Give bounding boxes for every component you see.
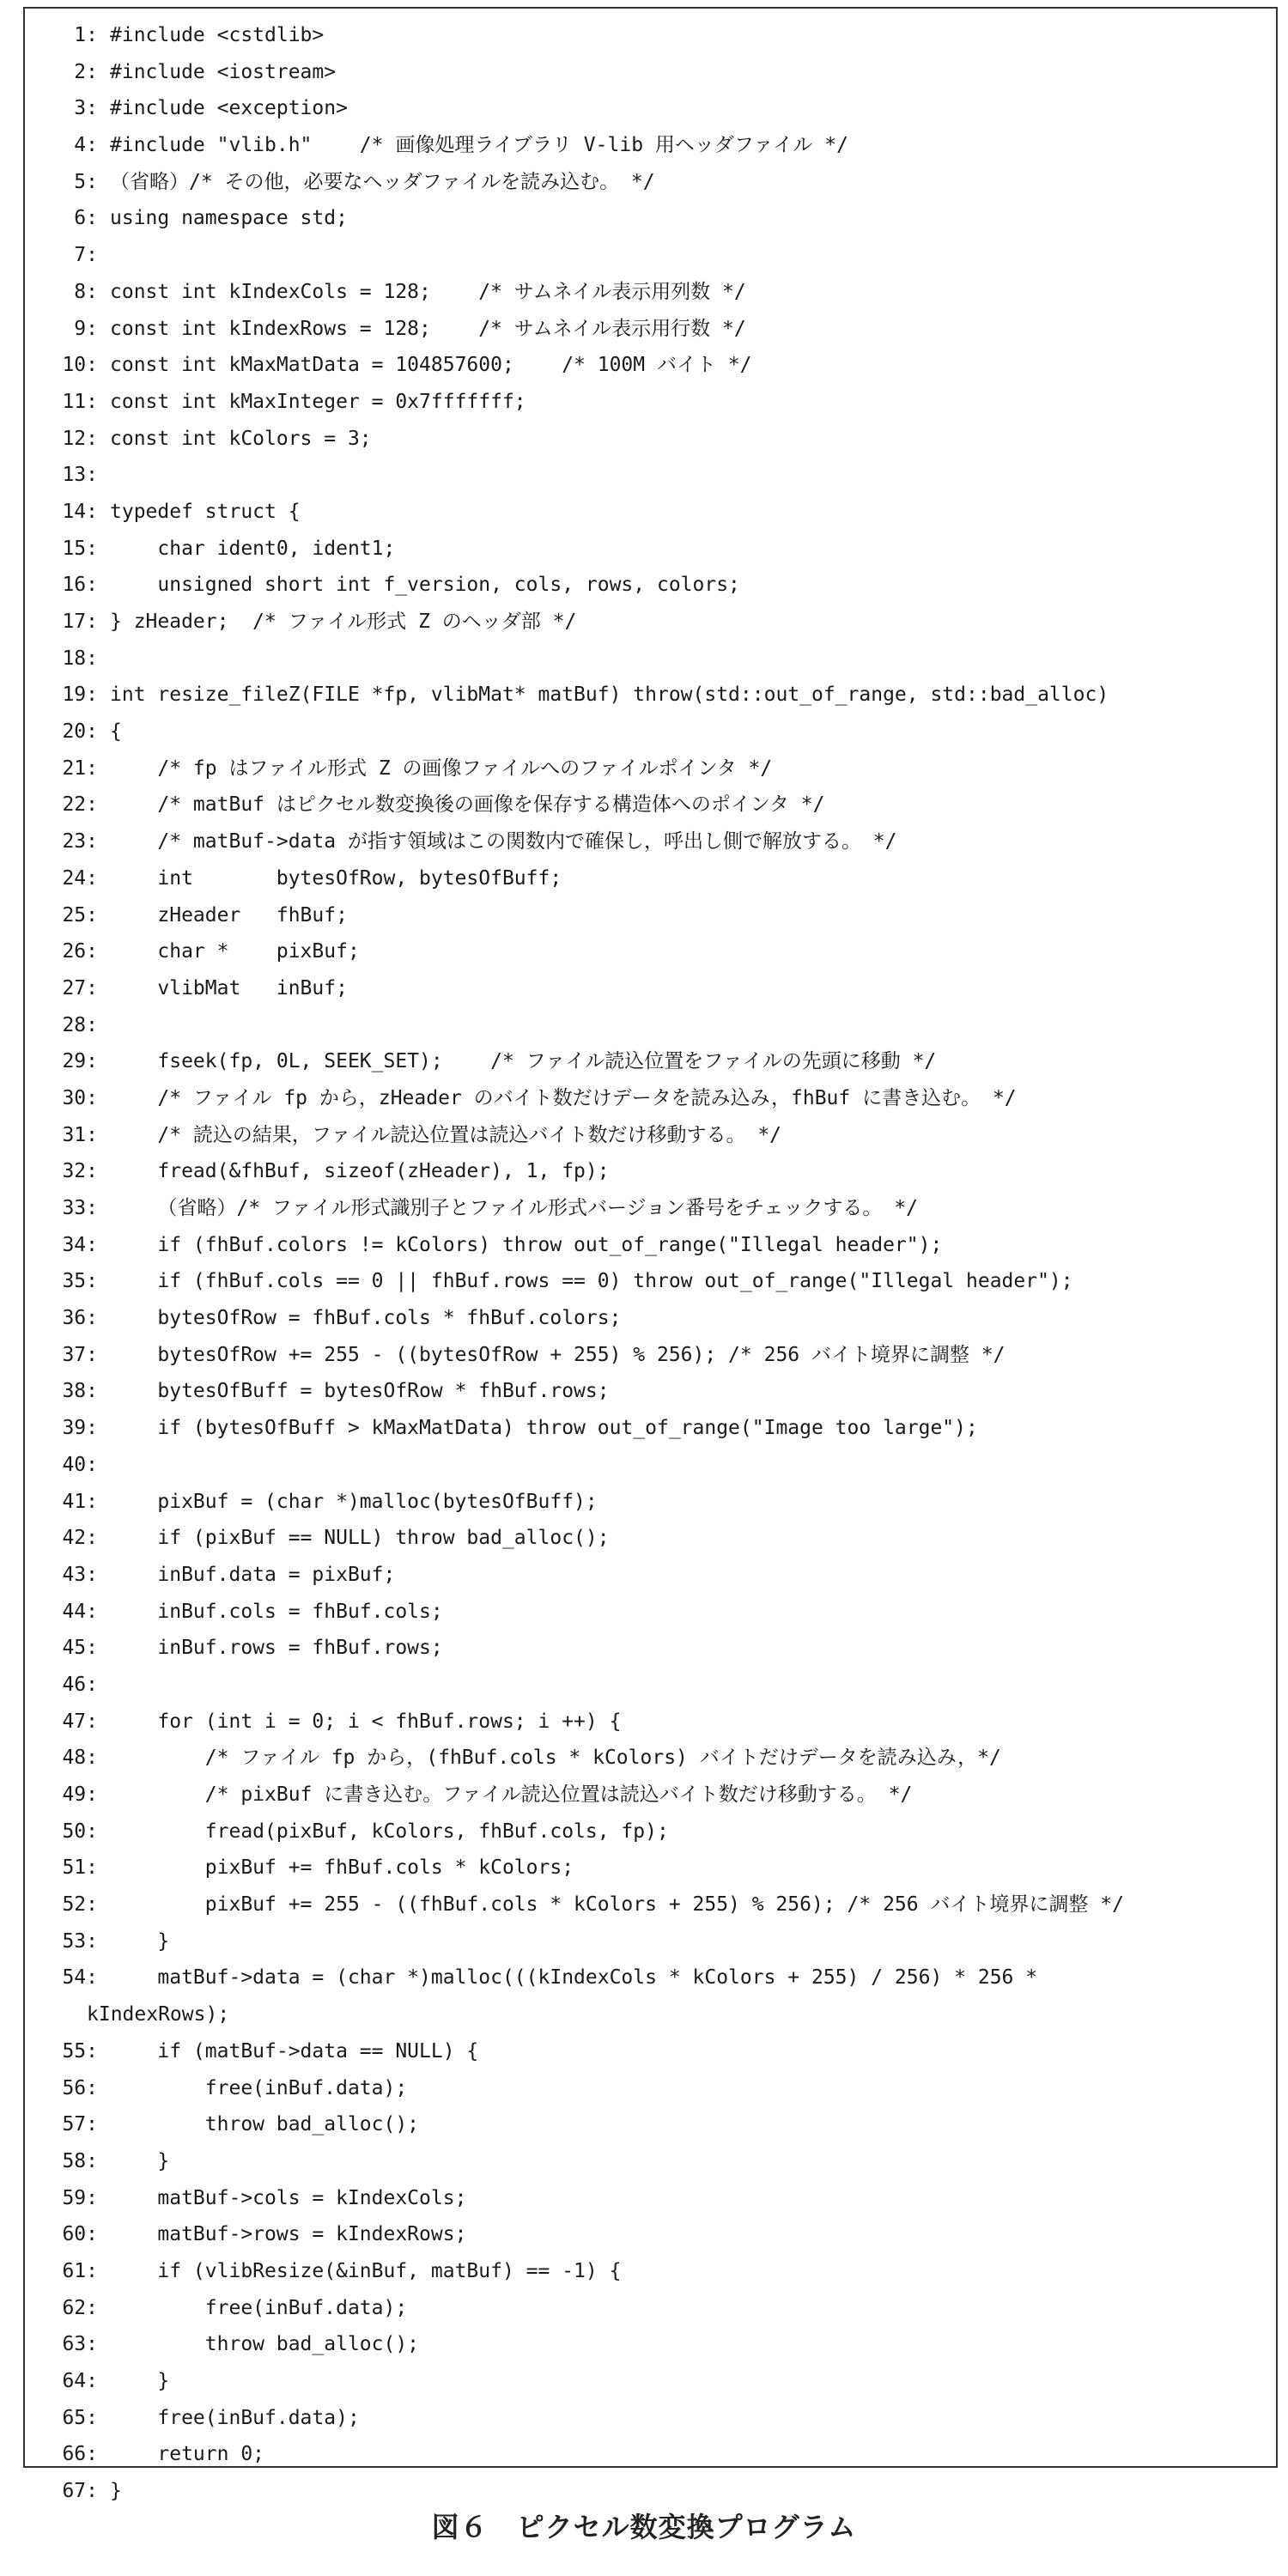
code-line [25, 384, 1276, 421]
line-number: 22: [62, 793, 98, 817]
line-code: bytesOfBuff = bytesOfRow * fhBuf.rows; [110, 1380, 610, 1403]
code-line [25, 274, 1276, 311]
line-number: 55: [62, 2039, 98, 2063]
line-number: 48: [62, 1747, 98, 1770]
line-number: 8: [74, 280, 98, 303]
line-code [98, 1447, 110, 1484]
line-number: 57: [62, 2113, 98, 2136]
line-code: } [110, 2370, 170, 2393]
line-number: 23: [62, 830, 98, 854]
line-code [98, 237, 110, 274]
code-line [25, 1630, 1276, 1667]
code-line [25, 1080, 1276, 1117]
line-number: 32: [62, 1160, 98, 1183]
code-line [25, 750, 1276, 787]
line-number: 62: [62, 2296, 98, 2319]
code-line [25, 531, 1276, 568]
code-line [25, 2400, 1276, 2437]
code-line [25, 494, 1276, 531]
line-code: } [110, 2149, 170, 2172]
line-code [98, 641, 110, 677]
line-code: if (fhBuf.cols == 0 || fhBuf.rows == 0) throw out_of_range("Illegal header"); [110, 1270, 1073, 1293]
code-line [25, 1337, 1276, 1374]
line-code: /* fp はファイル形式 Z の画像ファイルへのファイルポインタ */ [110, 756, 773, 780]
code-line [25, 1777, 1276, 1814]
line-number: 41: [62, 1490, 98, 1513]
line-code: fread(pixBuf, kColors, fhBuf.cols, fp); [110, 1820, 669, 1843]
code-line [25, 1704, 1276, 1741]
code-line [25, 787, 1276, 823]
line-number: 13: [62, 464, 98, 487]
line-code: const int kMaxMatData = 104857600; /* 100M バイト */ [110, 354, 752, 377]
code-line [25, 933, 1276, 970]
code-line [25, 1190, 1276, 1227]
code-line [25, 1410, 1276, 1447]
code-line [25, 1923, 1276, 1960]
code-line [25, 1740, 1276, 1777]
line-code: inBuf.rows = fhBuf.rows; [110, 1637, 443, 1660]
line-number: 51: [62, 1856, 98, 1880]
line-code: typedef struct { [110, 500, 301, 523]
line-number: 54: [62, 1966, 98, 1990]
line-number: 38: [62, 1380, 98, 1403]
line-number: 10: [62, 354, 98, 377]
code-line [25, 2216, 1276, 2253]
code-line [25, 2180, 1276, 2217]
line-number: 60: [62, 2223, 98, 2246]
code-line [25, 2253, 1276, 2290]
code-line [25, 2290, 1276, 2327]
code-line [25, 347, 1276, 384]
line-number: 44: [62, 1600, 98, 1623]
line-code: unsigned short int f_version, cols, rows, colors; [110, 574, 740, 597]
line-number: 59: [62, 2186, 98, 2209]
line-number: 63: [62, 2333, 98, 2356]
code-line [25, 1886, 1276, 1923]
code-line [25, 1117, 1276, 1154]
line-number: 34: [62, 1233, 98, 1256]
code-line [25, 17, 1276, 54]
line-number: 9: [74, 317, 98, 340]
line-number: 49: [62, 1783, 98, 1806]
line-number: 53: [62, 1929, 98, 1953]
code-line [25, 970, 1276, 1007]
code-line [25, 604, 1276, 641]
line-code: fread(&fhBuf, sizeof(zHeader), 1, fp); [110, 1160, 610, 1183]
line-code: /* 読込の結果，ファイル読込位置は読込バイト数だけ移動する。 */ [110, 1123, 782, 1146]
code-listing [25, 17, 1276, 2510]
line-number: 42: [62, 1527, 98, 1550]
code-line [25, 1814, 1276, 1850]
line-code [98, 1007, 110, 1044]
line-code: if (fhBuf.colors != kColors) throw out_of_range("Illegal header"); [110, 1233, 943, 1256]
code-line [25, 457, 1276, 494]
line-number: 28: [62, 1013, 98, 1036]
code-line [25, 200, 1276, 237]
code-line [25, 2363, 1276, 2400]
line-code: throw bad_alloc(); [110, 2333, 420, 2356]
code-line [25, 164, 1276, 201]
line-code: const int kColors = 3; [110, 427, 372, 450]
line-code: pixBuf += fhBuf.cols * kColors; [110, 1856, 574, 1880]
line-code: for (int i = 0; i < fhBuf.rows; i ++) { [110, 1710, 622, 1733]
code-line [25, 2106, 1276, 2143]
line-code: inBuf.data = pixBuf; [110, 1563, 396, 1586]
line-number: 16: [62, 574, 98, 597]
line-code: matBuf->data = (char *)malloc(((kIndexCols * kColors + 255) / 256) * 256 * [110, 1966, 1038, 1990]
line-number: 64: [62, 2370, 98, 2393]
line-code: if (bytesOfBuff > kMaxMatData) throw out_of_range("Image too large"); [110, 1417, 978, 1440]
line-code: throw bad_alloc(); [110, 2113, 420, 2136]
code-line [25, 2143, 1276, 2180]
line-number: 25: [62, 903, 98, 927]
line-number: 20: [62, 720, 98, 744]
line-code: #include <exception> [110, 97, 348, 120]
line-code: const int kIndexRows = 128; /* サムネイル表示用行数 */ [110, 317, 746, 340]
line-code: inBuf.cols = fhBuf.cols; [110, 1600, 443, 1623]
code-line [25, 714, 1276, 750]
line-code: /* matBuf はピクセル数変換後の画像を保存する構造体へのポインタ */ [110, 793, 825, 817]
line-number: 7: [74, 244, 98, 267]
code-line [25, 823, 1276, 860]
code-line [25, 677, 1276, 714]
line-code: matBuf->cols = kIndexCols; [110, 2186, 467, 2209]
line-code: zHeader fhBuf; [110, 903, 348, 927]
code-line [25, 567, 1276, 604]
line-number: 29: [62, 1050, 98, 1073]
line-code [98, 1667, 110, 1704]
line-code: if (vlibResize(&inBuf, matBuf) == -1) { [110, 2259, 622, 2282]
line-code: fseek(fp, 0L, SEEK_SET); /* ファイル読込位置をファイルの先頭に移動 */ [110, 1050, 937, 1073]
line-code: if (pixBuf == NULL) throw bad_alloc(); [110, 1527, 610, 1550]
line-code: pixBuf = (char *)malloc(bytesOfBuff); [110, 1490, 598, 1513]
line-number: 6: [74, 207, 98, 230]
line-code: vlibMat inBuf; [110, 976, 348, 999]
code-line [25, 1007, 1276, 1044]
code-line [25, 1043, 1276, 1080]
line-number: 35: [62, 1270, 98, 1293]
line-code: } [110, 1929, 170, 1953]
line-number: 31: [62, 1123, 98, 1146]
code-line [25, 127, 1276, 164]
code-line [25, 54, 1276, 91]
code-line [25, 1447, 1276, 1484]
line-code: #include <cstdlib> [110, 24, 325, 46]
line-number: 2: [74, 60, 98, 83]
code-line [25, 1153, 1276, 1190]
figure-caption: 図６ ピクセル数変換プログラム [431, 2511, 857, 2543]
line-number: 47: [62, 1710, 98, 1733]
line-number: 67: [62, 2480, 98, 2503]
code-line [25, 1227, 1276, 1264]
code-line [25, 860, 1276, 897]
code-line [25, 2070, 1276, 2107]
line-code: #include "vlib.h" /* 画像処理ライブラリ V-lib 用ヘッダファイル */ [110, 134, 848, 157]
line-code: if (matBuf->data == NULL) { [110, 2039, 479, 2063]
code-line [25, 897, 1276, 934]
code-line [25, 2033, 1276, 2070]
line-code: int resize_fileZ(FILE *fp, vlibMat* matBuf) throw(std::out_of_range, std::bad_alloc) [110, 683, 1109, 707]
line-number: 19: [62, 683, 98, 707]
code-line [25, 641, 1276, 677]
code-line [25, 237, 1276, 274]
code-line [25, 1850, 1276, 1886]
code-line [25, 1959, 1276, 2032]
line-code: { [110, 720, 122, 744]
line-number: 14: [62, 500, 98, 523]
line-number: 33: [62, 1197, 98, 1219]
code-line [25, 1263, 1276, 1300]
line-number: 50: [62, 1820, 98, 1843]
line-code: #include <iostream> [110, 60, 337, 83]
line-code [98, 457, 110, 494]
line-code: pixBuf += 255 - ((fhBuf.cols * kColors + 255) % 256); /* 256 バイト境界に調整 */ [110, 1893, 1124, 1917]
line-code: return 0; [110, 2443, 265, 2466]
line-number: 11: [62, 390, 98, 413]
line-code: char * pixBuf; [110, 940, 360, 963]
code-line [25, 1557, 1276, 1594]
line-number: 56: [62, 2076, 98, 2099]
code-line [25, 1520, 1276, 1557]
code-line [25, 2436, 1276, 2473]
line-number: 15: [62, 537, 98, 560]
line-number: 3: [74, 97, 98, 120]
line-code: free(inBuf.data); [110, 2296, 408, 2319]
code-line [25, 1594, 1276, 1631]
code-line [25, 90, 1276, 127]
line-number: 17: [62, 611, 98, 633]
line-number: 39: [62, 1417, 98, 1440]
line-code: /* ファイル fp から，(fhBuf.cols * kColors) バイトだけデータを読み込み，*/ [110, 1747, 1001, 1770]
line-code: /* matBuf->data が指す領域はこの関数内で確保し，呼出し側で解放する。 */ [110, 830, 897, 854]
line-code: bytesOfRow += 255 - ((bytesOfRow + 255) % 256); /* 256 バイト境界に調整 */ [110, 1343, 1005, 1366]
line-code: const int kMaxInteger = 0x7fffffff; [110, 390, 526, 413]
line-number: 36: [62, 1307, 98, 1330]
line-number: 52: [62, 1893, 98, 1917]
line-number: 30: [62, 1086, 98, 1109]
line-code: free(inBuf.data); [110, 2076, 408, 2099]
line-number: 21: [62, 756, 98, 780]
line-number: 58: [62, 2149, 98, 2172]
line-code: （省略）/* ファイル形式識別子とファイル形式バージョン番号をチェックする。 */ [110, 1197, 918, 1219]
line-number: 5: [74, 170, 98, 193]
line-code: const int kIndexCols = 128; /* サムネイル表示用列数 */ [110, 280, 746, 303]
code-line [25, 1373, 1276, 1410]
line-code-continuation: kIndexRows); [87, 2003, 230, 2026]
line-code: /* ファイル fp から，zHeader のバイト数だけデータを読み込み，fhBuf に書き込む。 */ [110, 1086, 1017, 1109]
line-code: /* pixBuf に書き込む。ファイル読込位置は読込バイト数だけ移動する。 */ [110, 1783, 913, 1806]
line-number: 37: [62, 1343, 98, 1366]
line-number: 27: [62, 976, 98, 999]
line-number: 65: [62, 2406, 98, 2429]
line-code: using namespace std; [110, 207, 348, 230]
code-line [25, 1667, 1276, 1704]
line-number: 46: [62, 1673, 98, 1696]
line-number: 26: [62, 940, 98, 963]
code-listing-box [23, 7, 1278, 2503]
line-number: 43: [62, 1563, 98, 1586]
line-number: 12: [62, 427, 98, 450]
line-number: 18: [62, 647, 98, 670]
line-code: int bytesOfRow, bytesOfBuff; [110, 866, 562, 890]
code-line [25, 311, 1276, 348]
line-number: 4: [74, 134, 98, 157]
line-code: matBuf->rows = kIndexRows; [110, 2223, 467, 2246]
line-number: 66: [62, 2443, 98, 2466]
line-number: 1: [74, 24, 98, 46]
line-code: free(inBuf.data); [110, 2406, 360, 2429]
line-code: } zHeader; /* ファイル形式 Z のヘッダ部 */ [110, 611, 577, 633]
line-number: 61: [62, 2259, 98, 2282]
line-number: 24: [62, 866, 98, 890]
code-line [25, 1484, 1276, 1521]
code-line [25, 1300, 1276, 1337]
line-code: char ident0, ident1; [110, 537, 396, 560]
code-line [25, 2326, 1276, 2363]
line-code: （省略）/* その他，必要なヘッダファイルを読み込む。 */ [110, 170, 655, 193]
code-line [25, 421, 1276, 458]
line-code: } [110, 2480, 122, 2503]
code-line [25, 2473, 1276, 2510]
line-number: 40: [62, 1453, 98, 1476]
line-code: bytesOfRow = fhBuf.cols * fhBuf.colors; [110, 1307, 622, 1330]
line-number: 45: [62, 1637, 98, 1660]
